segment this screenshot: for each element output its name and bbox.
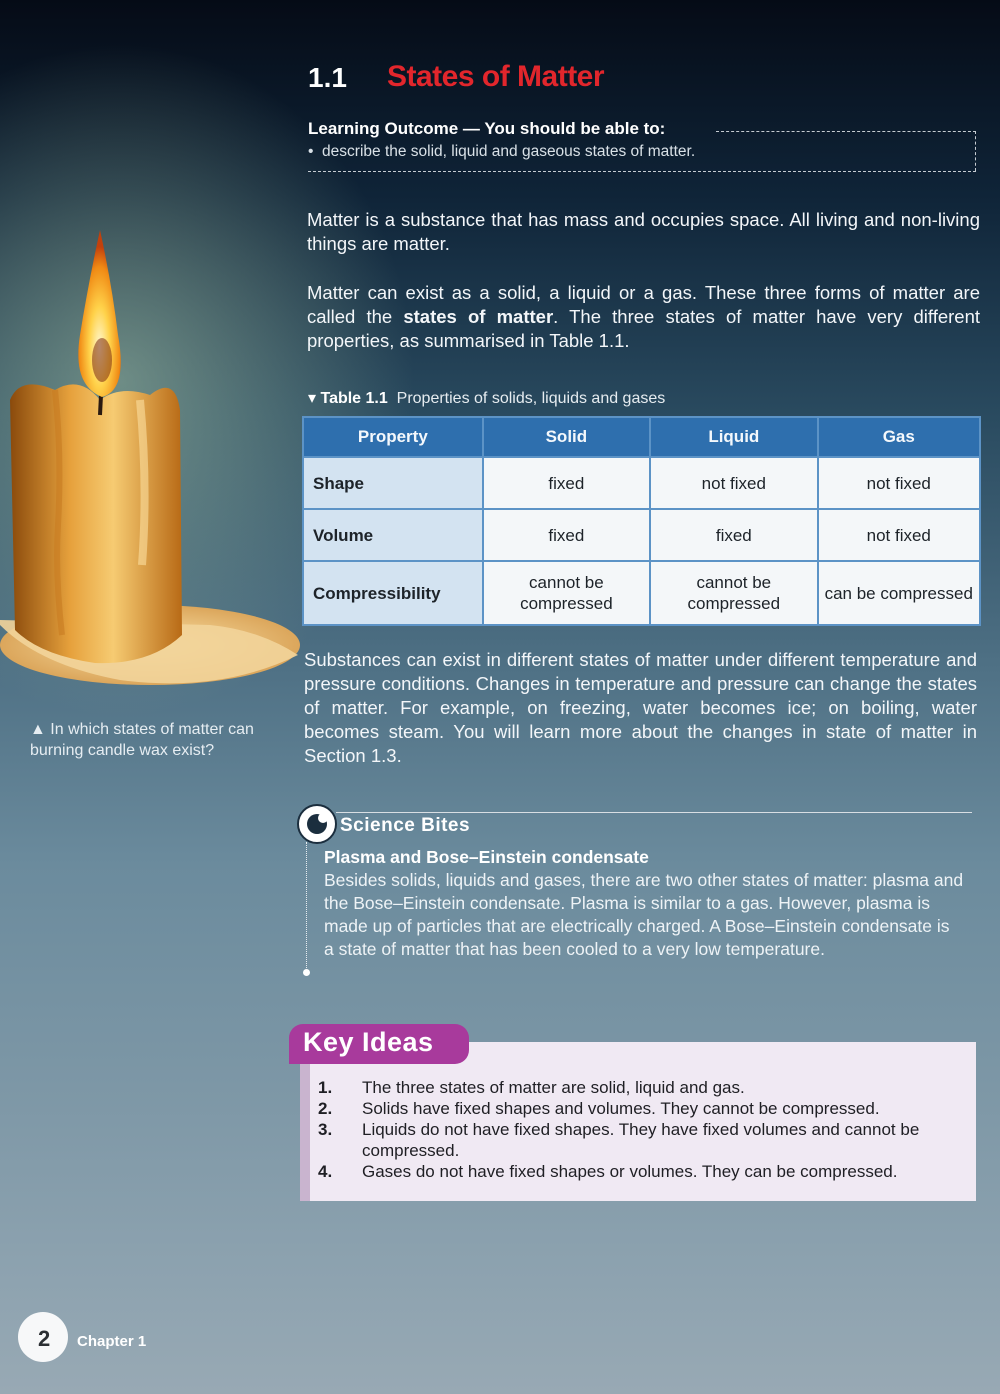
table-cell: Compressibility — [303, 561, 483, 625]
table-cell: Shape — [303, 457, 483, 509]
list-item: 3. Liquids do not have fixed shapes. They have fixed volumes and cannot be compressed. — [318, 1120, 920, 1160]
table-header: Gas — [818, 417, 980, 457]
learning-outcome-box — [308, 119, 976, 173]
table-header: Property — [303, 417, 483, 457]
learning-outcome-title: Learning Outcome — You should be able to: — [308, 119, 666, 138]
paragraph-state-changes: Substances can exist in different states of matter under different temperature and pressure conditions. Changes in temperature and pressure can change the states of matter. For example, on freezing, water becomes ice; on boiling, water becomes steam. You will learn more about the changes in state of matter in Section 1.3. — [304, 649, 977, 766]
paragraph-states-intro: Matter can exist as a solid, a liquid or a gas. These three forms of matter are called the states of matter. The three states of matter have very different properties, as summarised in Table 1.1. — [307, 282, 981, 351]
science-bites-subtitle: Plasma and Bose–Einstein condensate — [324, 847, 649, 867]
table-row — [303, 509, 980, 561]
page-number: 2 — [38, 1326, 51, 1351]
table-cell: fixed — [483, 457, 650, 509]
table-cell: cannot be compressed — [650, 561, 817, 625]
learning-outcome-item: • describe the solid, liquid and gaseous states of matter. — [308, 143, 696, 160]
table-cell: fixed — [483, 509, 650, 561]
key-term: states of matter — [403, 306, 554, 327]
chapter-label: Chapter 1 — [77, 1333, 147, 1350]
image-caption: ▲ In which states of matter can burning candle wax exist? — [30, 721, 254, 759]
key-ideas-title: Key Ideas — [303, 1027, 434, 1057]
key-ideas-list — [318, 1077, 958, 1182]
section-number: 1.1 — [308, 62, 347, 93]
properties-table — [302, 416, 981, 626]
table-cell: can be compressed — [818, 561, 980, 625]
science-bites-icon — [297, 804, 337, 844]
table-row — [303, 561, 980, 625]
table-caption: ▾ Table 1.1 Properties of solids, liquids and gases — [308, 390, 666, 407]
table-cell: not fixed — [818, 457, 980, 509]
table-header: Liquid — [650, 417, 817, 457]
science-bites-body: Besides solids, liquids and gases, there are two other states of matter: plasma and the Bose–Einstein condensate. Plasma is similar to a gas. However, plasma is made up of particles that are electrically charged. A Bose–Einstein condensate is a state of matter that has been cooled to a very low temperature. — [324, 870, 964, 959]
table-header-row — [303, 417, 980, 457]
section-title: States of Matter — [387, 60, 605, 93]
list-item: 2. Solids have fixed shapes and volumes. They cannot be compressed. — [318, 1099, 880, 1118]
paragraph-matter-definition: Matter is a substance that has mass and occupies space. All living and non-living things are matter. — [307, 209, 980, 254]
table-cell: not fixed — [818, 509, 980, 561]
table-cell: not fixed — [650, 457, 817, 509]
table-cell: Volume — [303, 509, 483, 561]
list-item: 4. Gases do not have fixed shapes or volumes. They can be compressed. — [318, 1162, 898, 1181]
table-cell: fixed — [650, 509, 817, 561]
table-header: Solid — [483, 417, 650, 457]
science-bites-title: Science Bites — [340, 815, 471, 836]
list-item: 1. The three states of matter are solid, liquid and gas. — [318, 1078, 745, 1097]
candle-image — [0, 225, 305, 700]
table-row — [303, 457, 980, 509]
table-cell: cannot be compressed — [483, 561, 650, 625]
